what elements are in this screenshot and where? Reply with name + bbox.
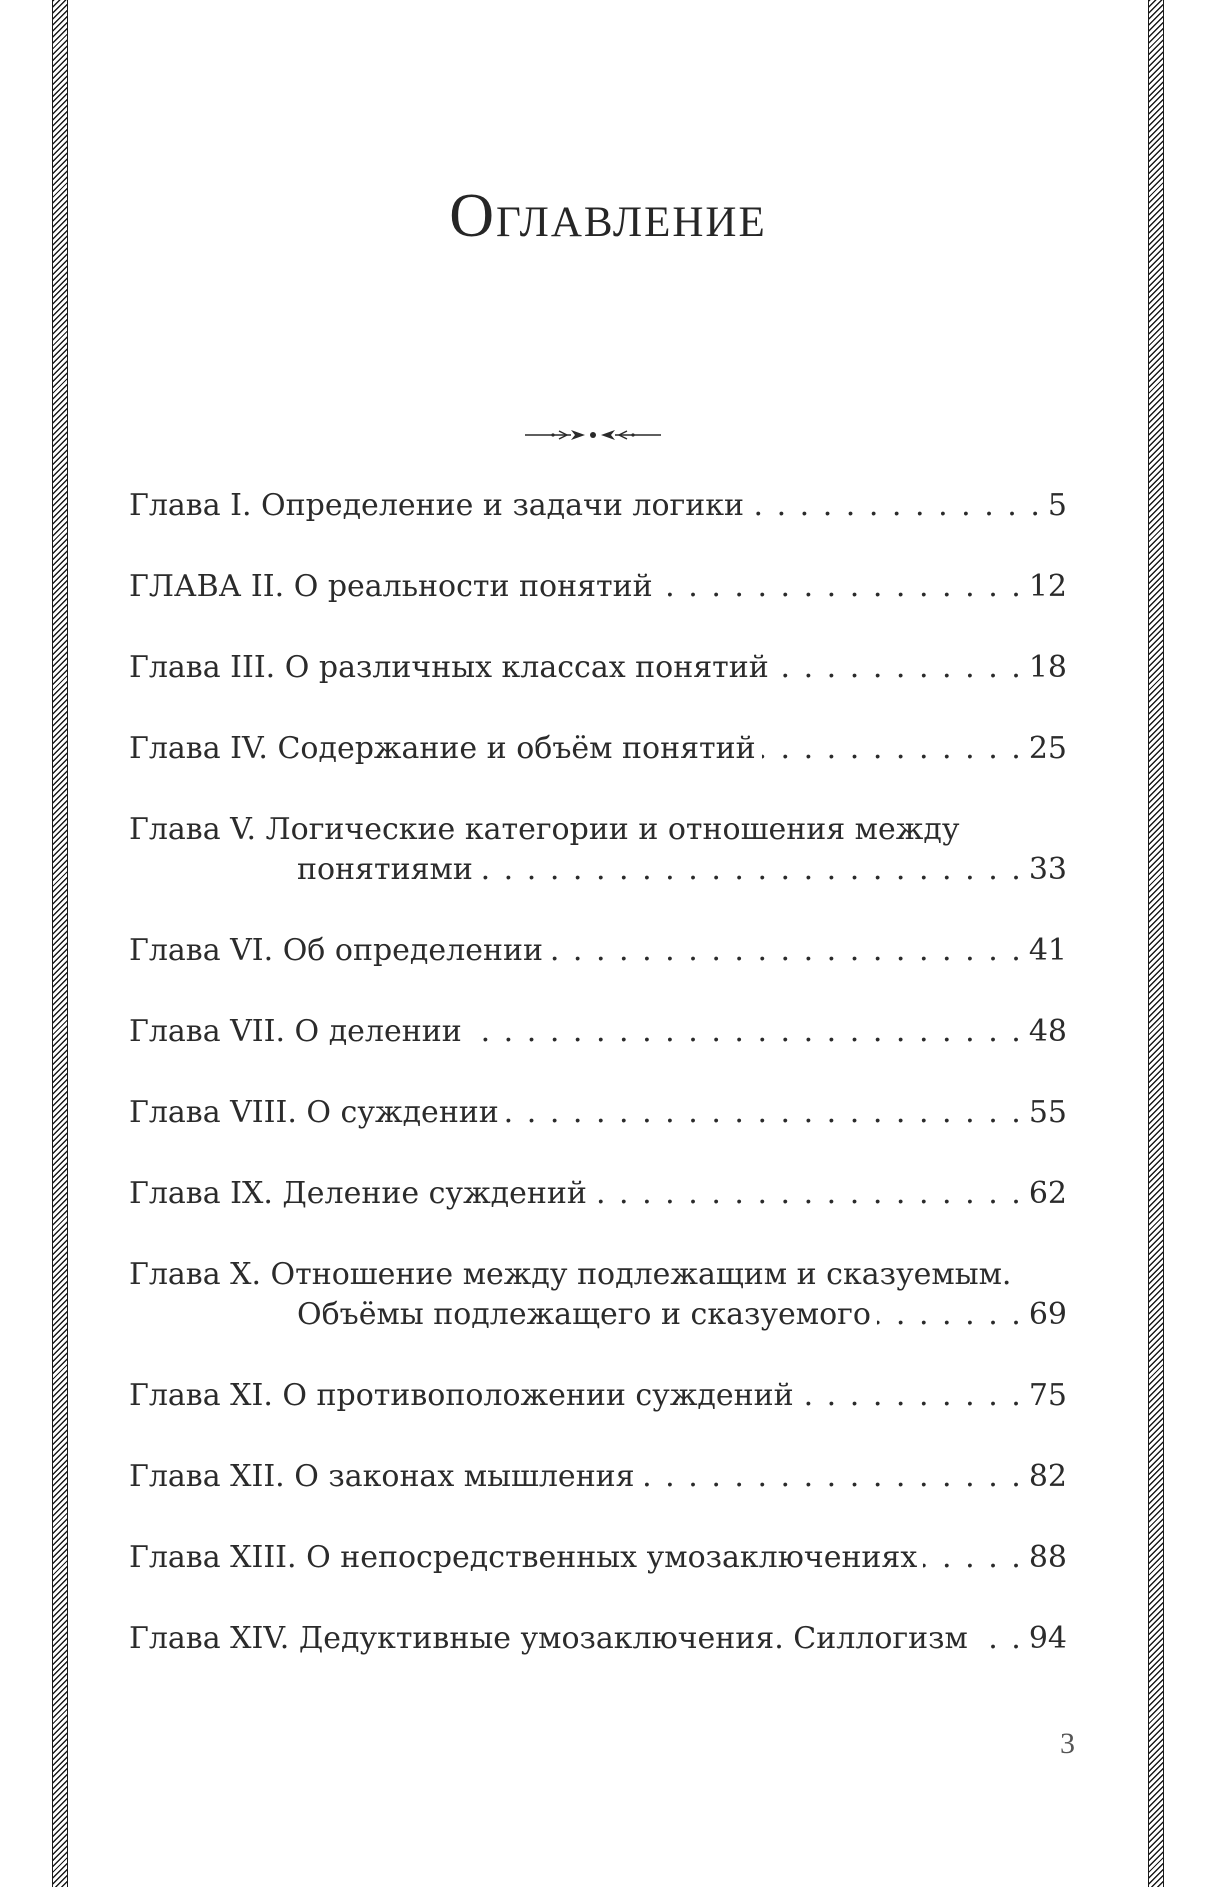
toc-entry-title: Глава XI. О противоположении суждений	[129, 1378, 794, 1413]
dot-leader	[641, 1457, 1023, 1497]
toc-entry-page: 55	[1028, 1095, 1067, 1130]
dot-leader	[505, 1093, 1023, 1133]
dot-leader	[775, 648, 1023, 688]
toc-entry[interactable]	[129, 1174, 1067, 1214]
toc-entry-title: Глава XIV. Дедуктивные умозаключения. Силлогизм	[129, 1621, 968, 1656]
toc-entry-title: Глава IX. Деление суждений	[129, 1176, 587, 1211]
toc-entry[interactable]	[129, 486, 1067, 526]
toc-entry-page: 25	[1028, 731, 1067, 766]
toc-entry-title: Глава I. Определение и задачи логики	[129, 488, 744, 523]
toc-entry-page: 18	[1028, 650, 1067, 685]
toc-entry-title: Глава IV. Содержание и объём понятий	[129, 731, 756, 766]
ornament-flourish-icon	[523, 425, 663, 445]
toc-entry-page: 75	[1028, 1378, 1067, 1413]
dot-leader	[974, 1619, 1023, 1659]
toc-entry-title: Объёмы подлежащего и сказуемого	[297, 1297, 871, 1332]
toc-entry-title: Глава VIII. О суждении	[129, 1095, 499, 1130]
toc-entry-title: ГЛАВА II. О реальности понятий	[129, 569, 653, 604]
toc-entry[interactable]	[129, 648, 1067, 688]
toc-entry-title: Глава III. О различных классах понятий	[129, 650, 769, 685]
toc-entry-title: Глава VII. О делении	[129, 1014, 462, 1049]
toc-entry[interactable]	[129, 1012, 1067, 1052]
table-of-contents	[129, 486, 1067, 1700]
toc-entry-page: 41	[1028, 933, 1067, 968]
toc-entry-page: 94	[1028, 1621, 1067, 1656]
toc-entry-page: 33	[1028, 852, 1067, 887]
toc-entry-page: 88	[1028, 1540, 1067, 1575]
toc-entry-title-line: Глава V. Логические категории и отношения между	[129, 812, 960, 847]
dot-leader	[762, 729, 1023, 769]
toc-entry[interactable]	[129, 1093, 1067, 1133]
toc-entry[interactable]	[129, 1538, 1067, 1578]
toc-entry-page: 5	[1047, 488, 1067, 523]
dot-leader	[923, 1538, 1023, 1578]
dot-leader	[750, 486, 1042, 526]
toc-entry-page: 48	[1028, 1014, 1067, 1049]
toc-entry-page: 82	[1028, 1459, 1067, 1494]
toc-entry[interactable]	[129, 931, 1067, 971]
toc-entry-title: Глава VI. Об определении	[129, 933, 543, 968]
left-decorative-border	[52, 0, 68, 1887]
toc-entry[interactable]	[129, 1255, 1067, 1335]
toc-entry-title-line: Глава X. Отношение между подлежащим и сказуемым.	[129, 1257, 1012, 1292]
toc-entry[interactable]	[129, 1457, 1067, 1497]
dot-leader	[659, 567, 1023, 607]
dot-leader	[800, 1376, 1023, 1416]
toc-entry[interactable]	[129, 567, 1067, 607]
right-decorative-border	[1148, 0, 1164, 1887]
toc-entry-title: Глава XII. О законах мышления	[129, 1459, 635, 1494]
dot-leader	[877, 1295, 1023, 1335]
toc-entry-title: понятиями	[297, 852, 473, 887]
toc-entry-page: 12	[1028, 569, 1067, 604]
dot-leader	[479, 850, 1023, 890]
page-title: Оглавление	[449, 182, 767, 250]
toc-entry-page: 69	[1028, 1297, 1067, 1332]
toc-entry[interactable]	[129, 1619, 1067, 1659]
dot-leader	[593, 1174, 1023, 1214]
page-number: 3	[1060, 1727, 1075, 1760]
dot-leader	[549, 931, 1023, 971]
toc-entry-title: Глава XIII. О непосредственных умозаключениях	[129, 1540, 918, 1575]
toc-entry[interactable]	[129, 810, 1067, 890]
toc-entry[interactable]	[129, 729, 1067, 769]
toc-entry[interactable]	[129, 1376, 1067, 1416]
dot-leader	[468, 1012, 1023, 1052]
toc-entry-page: 62	[1028, 1176, 1067, 1211]
